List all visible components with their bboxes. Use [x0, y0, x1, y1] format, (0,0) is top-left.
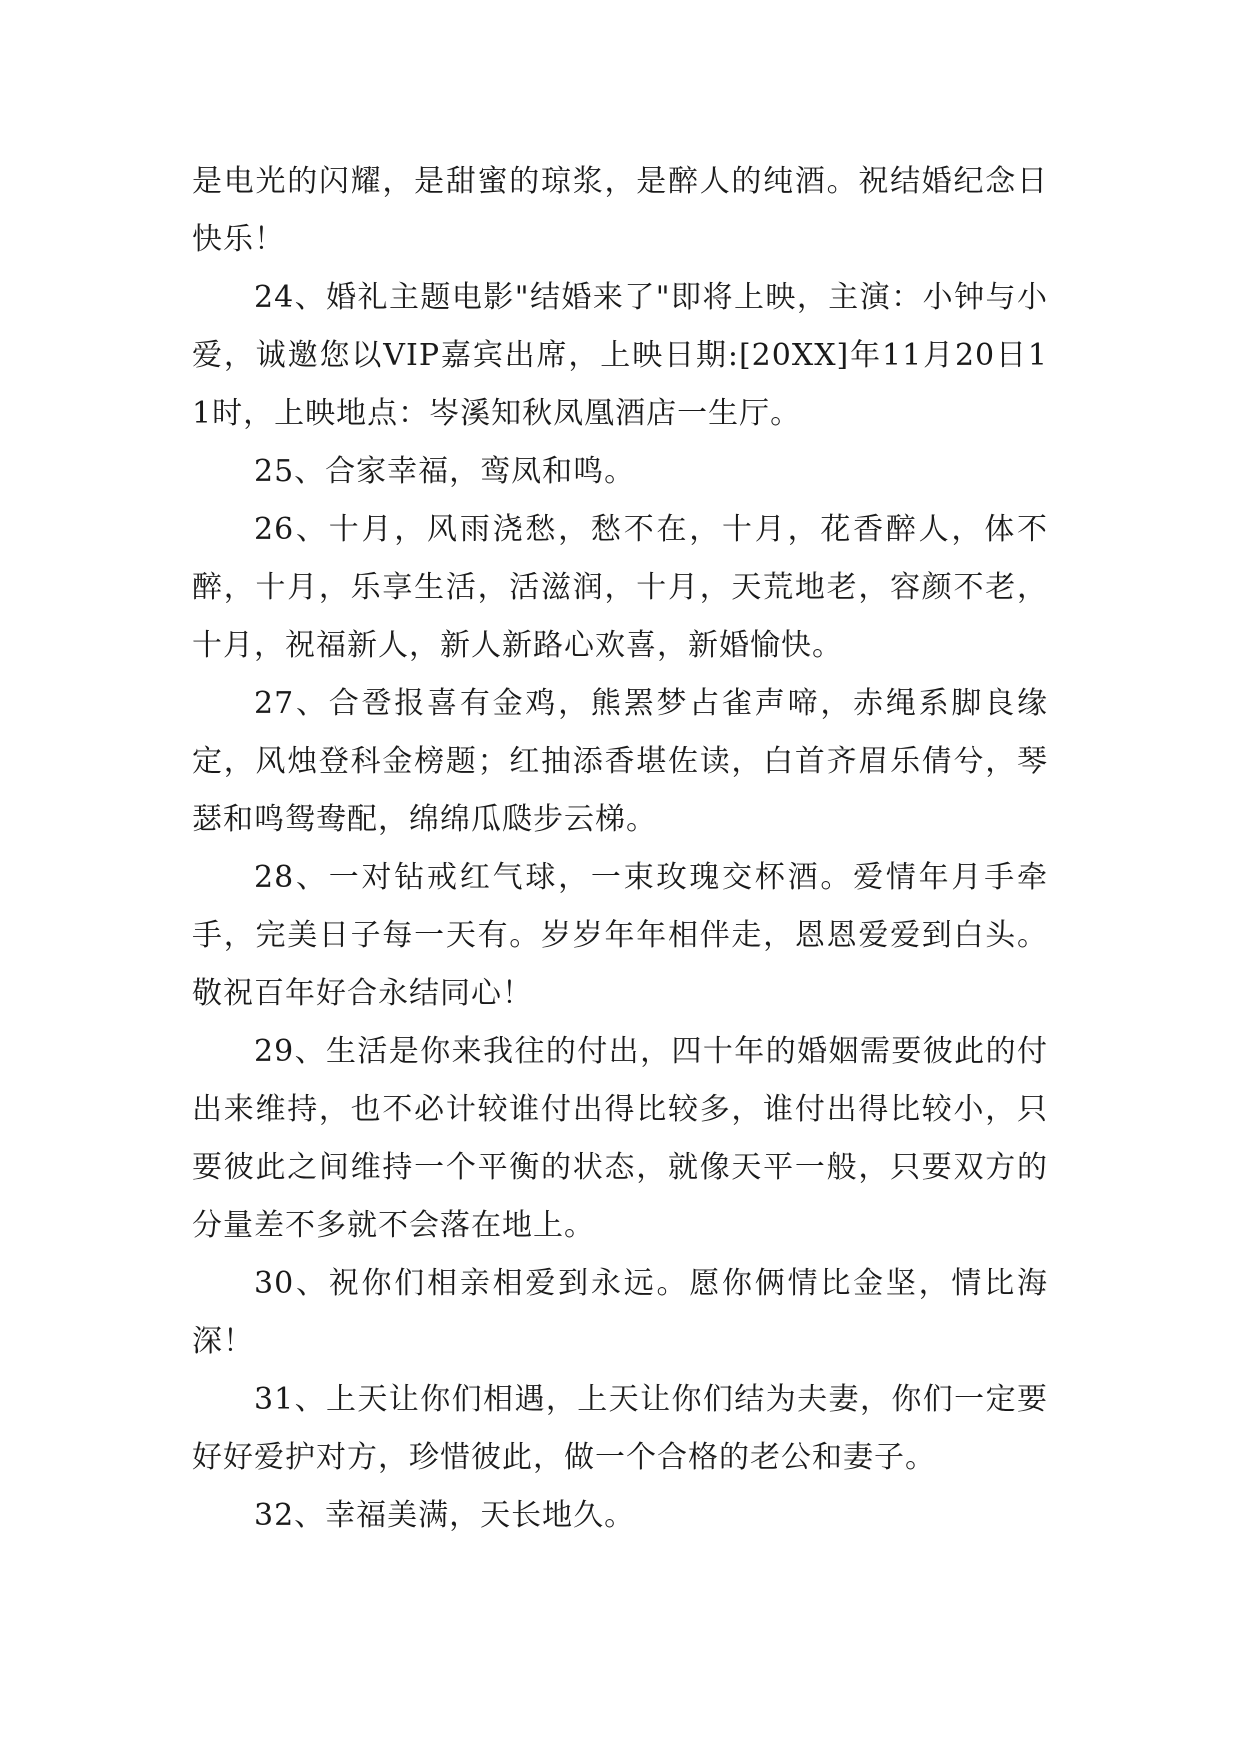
document-body: [192, 153, 1048, 1545]
paragraph-31: 31、上天让你们相遇，上天让你们结为夫妻，你们一定要好好爱护对方，珍惜彼此，做一个合格的老公和妻子。: [192, 1382, 1048, 1475]
paragraph-28: 28、一对钻戒红气球，一束玫瑰交杯酒。爱情年月手牵手，完美日子每一天有。岁岁年年相伴走，恩恩爱爱到白头。敬祝百年好合永结同心！: [192, 860, 1048, 1011]
paragraph-32: 32、幸福美满，天长地久。: [254, 1498, 636, 1533]
paragraph-24: 24、婚礼主题电影"结婚来了"即将上映，主演：小钟与小爱，诚邀您以VIP嘉宾出席，上映日期:[20XX]年11月20日11时，上映地点：岑溪知秋凤凰酒店一生厅。: [192, 280, 1048, 431]
paragraph-25: 25、合家幸福，鸾凤和鸣。: [254, 454, 636, 489]
paragraph-27: 27、合卺报喜有金鸡，熊罴梦占雀声啼，赤绳系脚良缘定，风烛登科金榜题；红抽添香堪佐读，白首齐眉乐倩兮，琴瑟和鸣鸳鸯配，绵绵瓜瓞步云梯。: [192, 686, 1048, 837]
paragraph-30: 30、祝你们相亲相爱到永远。愿你俩情比金坚，情比海深！: [192, 1266, 1048, 1359]
paragraph-26: 26、十月，风雨浇愁，愁不在，十月，花香醉人，体不醉，十月，乐享生活，活滋润，十月，天荒地老，容颜不老，十月，祝福新人，新人新路心欢喜，新婚愉快。: [192, 512, 1048, 663]
paragraph-29: 29、生活是你来我往的付出，四十年的婚姻需要彼此的付出来维持，也不必计较谁付出得比较多，谁付出得比较小，只要彼此之间维持一个平衡的状态，就像天平一般，只要双方的分量差不多就不会落在地上。: [192, 1034, 1048, 1243]
paragraph-continued: 是电光的闪耀，是甜蜜的琼浆，是醉人的纯酒。祝结婚纪念日快乐！: [192, 164, 1048, 257]
